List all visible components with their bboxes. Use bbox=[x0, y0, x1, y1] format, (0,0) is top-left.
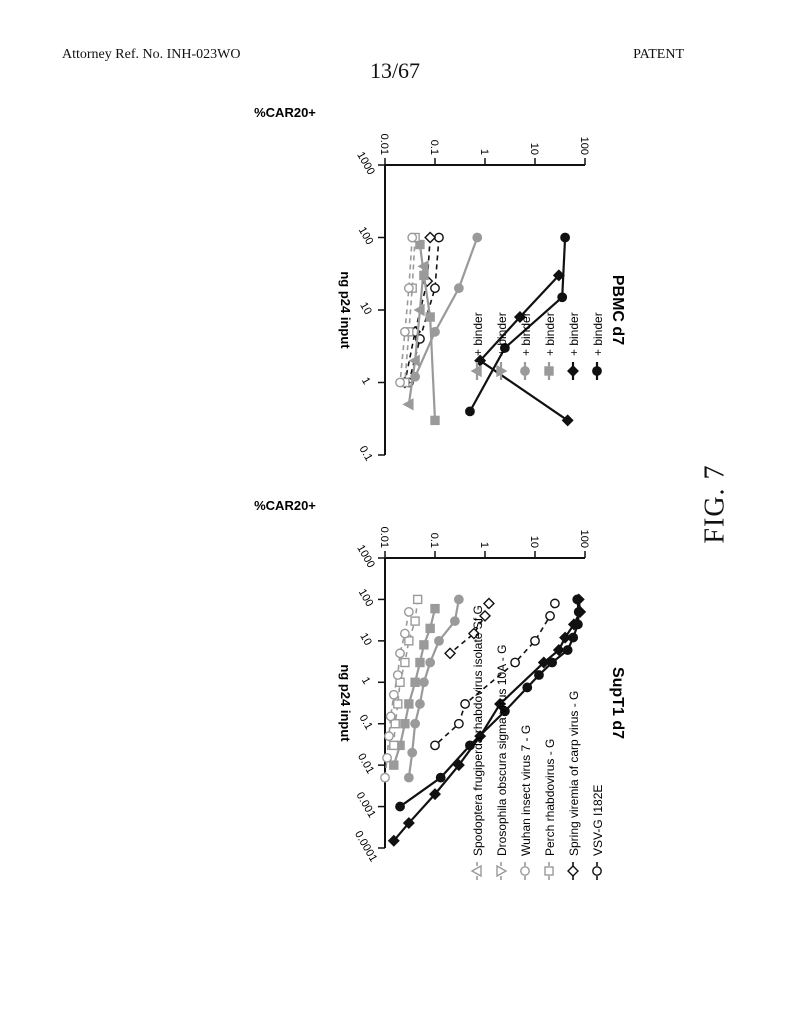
supt1-data-point bbox=[408, 748, 416, 756]
supt1-x-tick-label: 0.001 bbox=[353, 790, 378, 820]
supt1-data-point bbox=[535, 671, 543, 679]
pbmc-data-point bbox=[431, 416, 439, 424]
supt1-x-tick-label: 0.0001 bbox=[351, 828, 380, 865]
supt1-data-point bbox=[381, 773, 389, 781]
legend-label: Spring viremia of carp virus - G bbox=[567, 690, 581, 856]
supt1-data-point bbox=[426, 658, 434, 666]
supt1-series-spring-viremia-of-carp-virus-g bbox=[445, 598, 494, 658]
legend-label: Wuhan insect virus 7 - G bbox=[519, 724, 533, 856]
supt1-data-point bbox=[411, 678, 419, 686]
supt1-x-tick-label: 1000 bbox=[354, 542, 377, 571]
legend-label: VSV-G I182E bbox=[591, 784, 605, 856]
supt1-data-point bbox=[523, 683, 531, 691]
pbmc-y-tick-label: 100 bbox=[578, 136, 590, 155]
legend-item-binder bbox=[471, 312, 485, 380]
pbmc-y-tick-label: 1 bbox=[478, 148, 490, 155]
supt1-data-point bbox=[394, 671, 402, 679]
supt1-x-tick-label: 100 bbox=[355, 586, 376, 609]
supt1-data-point bbox=[455, 595, 463, 603]
legend-label: Spodoptera frugiperda rhabdovirus isolate Sf G bbox=[471, 605, 485, 856]
supt1-data-point bbox=[401, 629, 409, 637]
legend-item-binder bbox=[591, 312, 605, 380]
supt1-data-point bbox=[416, 700, 424, 708]
figure-label: FIG. 7 bbox=[699, 464, 731, 544]
supt1-data-point bbox=[426, 624, 434, 632]
pbmc-data-point bbox=[455, 284, 463, 292]
supt1-data-point bbox=[390, 741, 398, 749]
supt1-data-point bbox=[484, 598, 494, 608]
supt1-data-point bbox=[411, 720, 419, 728]
supt1-y-tick-label: 1 bbox=[478, 541, 490, 548]
legend-item-binder bbox=[567, 312, 581, 380]
supt1-data-point bbox=[396, 649, 404, 657]
legend-binder-label: + binder bbox=[567, 312, 581, 356]
supt1-y-tick-label: 0.01 bbox=[378, 526, 390, 548]
supt1-data-point bbox=[546, 612, 554, 620]
legend-marker bbox=[593, 867, 601, 875]
supt1-data-point bbox=[405, 700, 413, 708]
header-attorney-ref: Attorney Ref. No. INH-023WO bbox=[62, 47, 241, 62]
supt1-data-point bbox=[411, 617, 419, 625]
pbmc-data-point bbox=[466, 407, 474, 415]
supt1-data-point bbox=[451, 617, 459, 625]
pbmc-x-tick-label: 10 bbox=[357, 300, 374, 317]
pbmc-data-point bbox=[425, 233, 435, 243]
pbmc-y-axis-label: %CAR20+ bbox=[254, 105, 316, 120]
legend-item-binder bbox=[495, 312, 509, 380]
supt1-data-point bbox=[401, 720, 409, 728]
supt1-data-point bbox=[431, 605, 439, 613]
supt1-y-tick-label: 100 bbox=[578, 529, 590, 548]
legend-marker bbox=[521, 367, 529, 375]
legend-marker bbox=[521, 867, 529, 875]
supt1-data-point bbox=[436, 773, 444, 781]
supt1-data-point bbox=[394, 700, 402, 708]
supt1-x-tick-label: 10 bbox=[357, 631, 374, 648]
supt1-data-point bbox=[405, 608, 413, 616]
legend-item-binder bbox=[543, 312, 557, 380]
chart-pbmc bbox=[254, 105, 626, 463]
supt1-chart-title: SupT1 d7 bbox=[609, 666, 626, 740]
pbmc-y-tick-label: 0.01 bbox=[378, 133, 390, 155]
legend-item bbox=[495, 645, 509, 880]
supt1-data-point bbox=[531, 637, 539, 645]
legend-binder-label: + binder bbox=[591, 312, 605, 356]
supt1-data-point bbox=[390, 691, 398, 699]
supt1-x-tick-label: 0.1 bbox=[356, 712, 375, 732]
supt1-x-tick-label: 1 bbox=[358, 675, 373, 687]
supt1-data-point bbox=[385, 732, 393, 740]
supt1-data-point bbox=[551, 599, 559, 607]
supt1-y-tick-label: 0.1 bbox=[428, 532, 440, 548]
supt1-data-point bbox=[420, 678, 428, 686]
supt1-data-point bbox=[396, 802, 404, 810]
supt1-data-point bbox=[435, 637, 443, 645]
legend-item bbox=[543, 739, 557, 880]
legend-label: Perch rhabdovirus - G bbox=[543, 738, 557, 856]
supt1-data-point bbox=[390, 761, 398, 769]
legend-item bbox=[591, 785, 605, 880]
pbmc-data-point bbox=[558, 293, 566, 301]
legend-binder-label: + binder bbox=[519, 312, 533, 356]
pbmc-y-tick-label: 10 bbox=[528, 142, 540, 155]
legend-label: Drosophila obscura sigma virus 10A - G bbox=[495, 644, 509, 856]
supt1-data-point bbox=[386, 712, 394, 720]
supt1-data-point bbox=[431, 741, 439, 749]
supt1-data-point bbox=[383, 754, 391, 762]
supt1-x-axis-label: ng p24 input bbox=[338, 664, 353, 742]
legend-binder-label: + binder bbox=[495, 312, 509, 356]
pbmc-data-point bbox=[405, 284, 413, 292]
supt1-data-point bbox=[414, 595, 422, 603]
legend-binder-label: + binder bbox=[543, 312, 557, 356]
legend-item bbox=[519, 725, 533, 880]
supt1-data-point bbox=[416, 659, 424, 667]
supt1-data-point bbox=[455, 720, 463, 728]
legend-marker bbox=[545, 367, 553, 375]
legend-item bbox=[471, 605, 485, 880]
pbmc-y-tick-label: 0.1 bbox=[428, 139, 440, 155]
pbmc-x-tick-label: 1 bbox=[358, 375, 373, 387]
supt1-data-point bbox=[461, 700, 469, 708]
pbmc-x-tick-label: 1000 bbox=[354, 149, 377, 178]
supt1-data-point bbox=[405, 773, 413, 781]
legend-marker bbox=[545, 867, 553, 875]
legend-item bbox=[567, 691, 581, 880]
legend-item-binder bbox=[519, 312, 533, 380]
supt1-x-tick-label: 0.01 bbox=[355, 751, 377, 776]
header-patent-label: PATENT bbox=[633, 47, 684, 62]
legend-binder-label: + binder bbox=[471, 312, 485, 356]
legend bbox=[471, 312, 605, 880]
supt1-data-point bbox=[401, 659, 409, 667]
legend-marker bbox=[568, 866, 578, 876]
pbmc-data-point bbox=[431, 284, 439, 292]
pbmc-data-point bbox=[426, 313, 434, 321]
legend-marker bbox=[472, 866, 481, 876]
supt1-data-point bbox=[511, 658, 519, 666]
page-number: 13/67 bbox=[369, 58, 421, 83]
legend-marker bbox=[497, 866, 506, 876]
pbmc-chart-title: PBMC d7 bbox=[609, 274, 626, 346]
pbmc-data-point bbox=[473, 233, 481, 241]
pbmc-x-tick-label: 0.1 bbox=[356, 443, 375, 464]
pbmc-data-point bbox=[408, 233, 416, 241]
pbmc-data-point bbox=[561, 233, 569, 241]
supt1-y-tick-label: 10 bbox=[528, 535, 540, 548]
supt1-data-point bbox=[420, 641, 428, 649]
pbmc-x-tick-label: 100 bbox=[355, 225, 376, 247]
supt1-data-point bbox=[445, 648, 455, 658]
pbmc-data-point bbox=[396, 378, 404, 386]
pbmc-x-axis-label: ng p24 input bbox=[338, 271, 353, 349]
legend-marker bbox=[568, 366, 578, 376]
legend-marker bbox=[593, 367, 601, 375]
pbmc-data-point bbox=[401, 328, 409, 336]
supt1-y-axis-label: %CAR20+ bbox=[254, 498, 316, 513]
